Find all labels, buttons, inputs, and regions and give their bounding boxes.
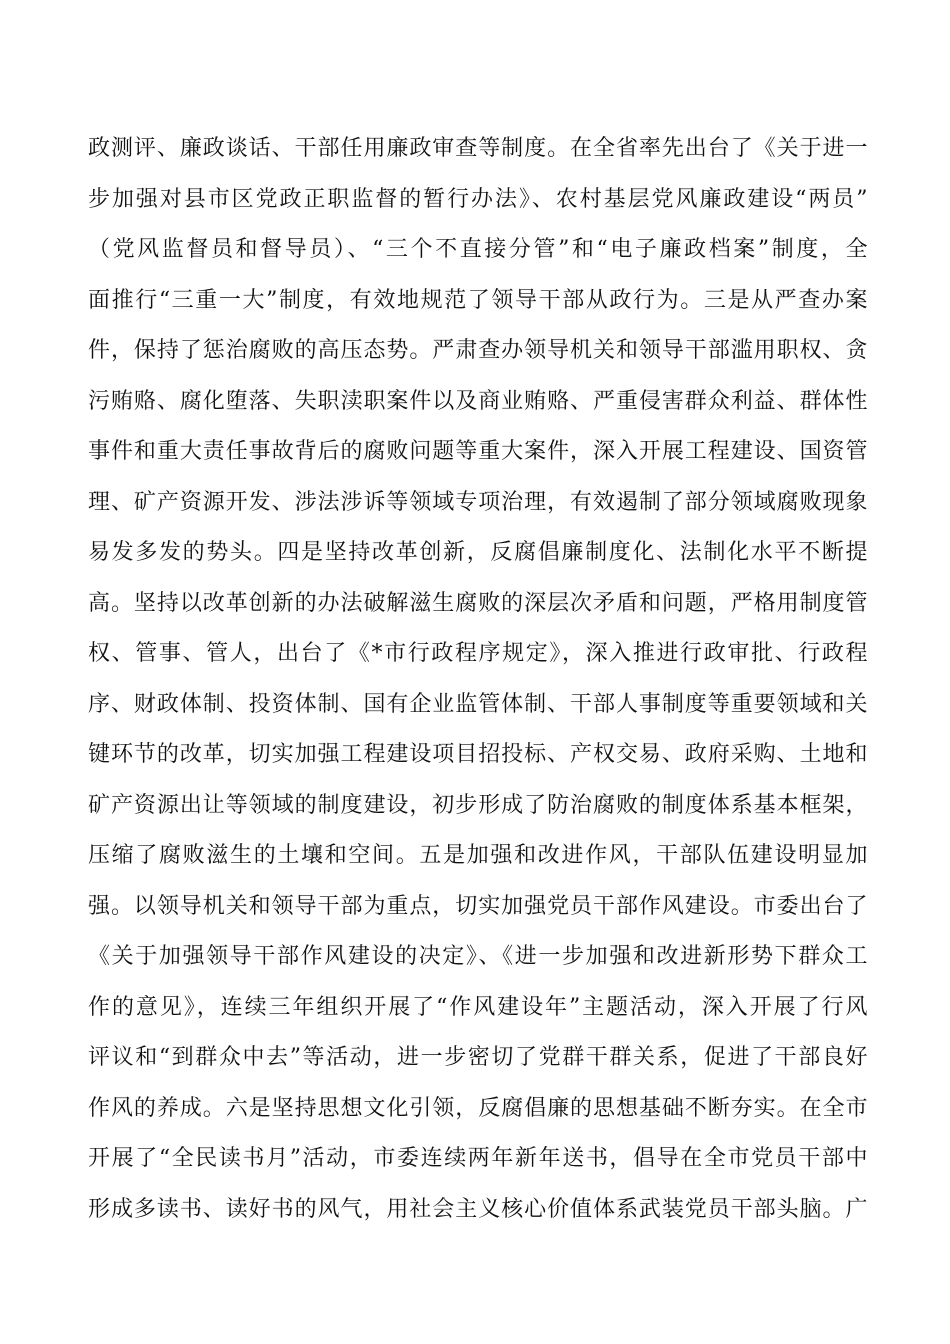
text-line-4: 面推行“三重一大”制度，有效地规范了领导干部从政行为。三是从严查办案 xyxy=(88,287,868,313)
text-line-8: 理、矿产资源开发、涉法涉诉等领域专项治理，有效遏制了部分领域腐败现象 xyxy=(88,489,868,515)
text-line-9: 易发多发的势头。四是坚持改革创新，反腐倡廉制度化、法制化水平不断提 xyxy=(88,540,868,565)
text-line-20: 作风的养成。六是坚持思想文化引领，反腐倡廉的思想基础不断夯实。在全市 xyxy=(88,1095,868,1121)
text-line-13: 键环节的改革，切实加强工程建设项目招投标、产权交易、政府采购、土地和 xyxy=(88,742,868,767)
text-line-1: 政测评、廉政谈话、干部任用廉政审查等制度。在全省率先出台了《关于进一 xyxy=(88,136,868,161)
text-line-10: 高。坚持以改革创新的办法破解滋生腐败的深层次矛盾和问题，严格用制度管 xyxy=(88,590,868,616)
text-line-22: 形成多读书、读好书的风气，用社会主义核心价值体系武装党员干部头脑。广 xyxy=(88,1196,868,1222)
text-line-2: 步加强对县市区党政正职监督的暂行办法》、农村基层党风廉政建设“两员” xyxy=(88,186,868,212)
text-line-17: 《关于加强领导干部作风建设的决定》、《进一步加强和改进新形势下群众工 xyxy=(88,944,868,969)
text-line-14: 矿产资源出让等领域的制度建设，初步形成了防治腐败的制度体系基本框架， xyxy=(88,792,868,818)
text-line-15: 压缩了腐败滋生的土壤和空间。五是加强和改进作风，干部队伍建设明显加 xyxy=(88,843,868,868)
text-line-12: 序、财政体制、投资体制、国有企业监管体制、干部人事制度等重要领域和关 xyxy=(88,691,868,717)
body-paragraph xyxy=(88,124,868,1235)
text-line-7: 事件和重大责任事故背后的腐败问题等重大案件，深入开展工程建设、国资管 xyxy=(88,439,868,464)
text-line-3: （党风监督员和督导员）、“三个不直接分管”和“电子廉政档案”制度，全 xyxy=(88,237,868,262)
text-line-6: 污贿赂、腐化堕落、失职渎职案件以及商业贿赂、严重侵害群众利益、群体性 xyxy=(88,388,868,414)
text-line-11: 权、管事、管人，出台了《*市行政程序规定》，深入推进行政审批、行政程 xyxy=(88,641,868,666)
text-line-21: 开展了“全民读书月”活动，市委连续两年新年送书，倡导在全市党员干部中 xyxy=(88,1146,868,1171)
text-line-16: 强。以领导机关和领导干部为重点，切实加强党员干部作风建设。市委出台了 xyxy=(88,893,868,919)
text-line-5: 件，保持了惩治腐败的高压态势。严肃查办领导机关和领导干部滥用职权、贪 xyxy=(88,338,868,363)
text-line-19: 评议和“到群众中去”等活动，进一步密切了党群干群关系，促进了干部良好 xyxy=(88,1045,868,1070)
text-line-18: 作的意见》，连续三年组织开展了“作风建设年”主题活动，深入开展了行风 xyxy=(88,994,868,1020)
